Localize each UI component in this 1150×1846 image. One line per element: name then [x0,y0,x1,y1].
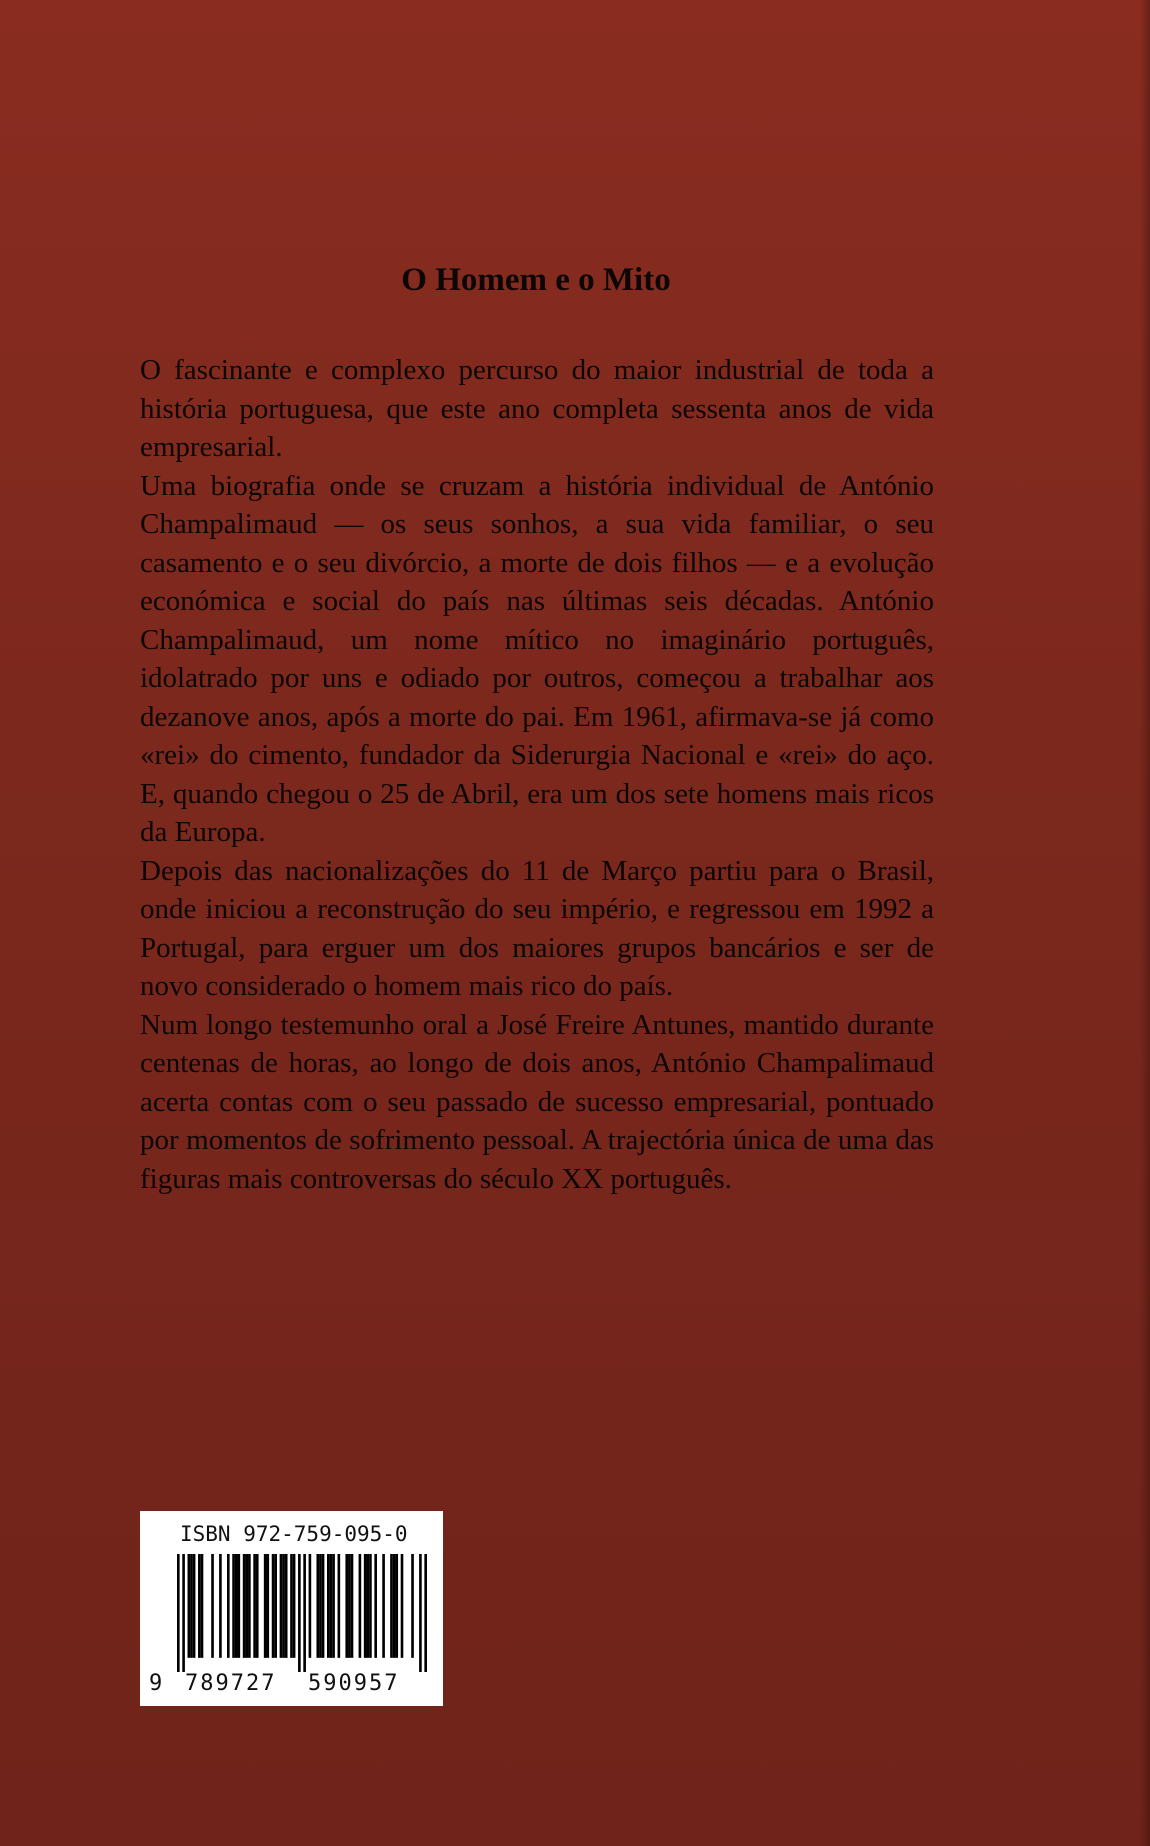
barcode-bar [219,1554,222,1658]
barcode-bar [364,1554,367,1658]
barcode-bar [290,1554,293,1658]
barcode-bar [293,1554,296,1658]
blurb-paragraph-1: O fascinante e complexo percurso do maior industrial de toda a história portuguesa, que este ano completa sessenta anos de vida empresarial. [140,354,934,463]
barcode-bar [232,1554,235,1658]
barcode-bar [316,1554,319,1658]
barcode-bar [227,1554,230,1658]
barcode-guard-bar [419,1554,422,1672]
barcode-bar [330,1554,333,1658]
barcode-bar [253,1554,256,1658]
barcode-bar [322,1554,325,1658]
barcode-bar [369,1554,372,1658]
ean-prefix-digit: 9 [149,1671,163,1696]
blurb-title: O Homem e o Mito [401,262,671,298]
barcode-bar [348,1554,351,1658]
barcode-bar [266,1554,269,1658]
barcode-bar [211,1554,214,1658]
barcode-bar [332,1554,335,1658]
barcode-guard-bar [303,1554,306,1672]
barcode-bar [245,1554,248,1658]
barcode-bar [238,1554,241,1658]
blurb-paragraph-2: Uma biografia onde se cruzam a história individual de António Champalimaud — os seus sonhos, a sua vida familiar, o seu casamento e o seu divórcio, a morte de dois filhos — e a evolução económica e social do país nas últimas seis décadas. António Champalimaud, um nome mítico no imaginário português, idolatrado por uns e odiado por outros, começou a trabalhar aos dezanove anos, após a morte do pai. Em 1961, afirmava-se já como «rei» do cimento, fundador da Siderurgia Nacional e «rei» do aço. E, quando chegou o 25 de Abril, era um dos sete homens mais ricos da Europa. [140,469,934,848]
barcode-bar [256,1554,259,1658]
blurb-paragraph-3: Depois das nacionalizações do 11 de Março partiu para o Brasil, onde iniciou a reconstrução do seu império, e regressou em 1992 a Portugal, para erguer um dos maiores grupos bancários e ser de novo considerado o homem mais rico do país. [140,854,934,1002]
barcode-bar [285,1554,288,1658]
barcode-bar [248,1554,251,1658]
barcode-bar [401,1554,404,1658]
barcode-bar [264,1554,267,1658]
barcode-bar [188,1554,191,1658]
barcode-bar [280,1554,283,1658]
barcode-bar [351,1554,354,1658]
barcode-bar [274,1554,277,1658]
barcode-bar [309,1554,312,1658]
barcode-bar [243,1554,246,1658]
barcode-bar [366,1554,369,1658]
blurb-text [140,351,934,1198]
barcode-guard-bar [177,1554,180,1672]
barcode-bar [327,1554,330,1658]
barcode-bar [390,1554,393,1658]
barcode-bar [359,1554,362,1658]
barcode-bar [272,1554,275,1658]
barcode-bar [319,1554,322,1658]
barcode-bar [345,1554,348,1658]
barcode-bar [338,1554,341,1658]
ean-left-digits: 789727 [185,1671,277,1696]
ean-right-digits: 590957 [308,1671,400,1696]
ean-barcode [177,1554,427,1672]
barcode-guard-bar [298,1554,301,1672]
barcode-label [140,1511,443,1706]
barcode-bar [282,1554,285,1658]
barcode-bar [235,1554,238,1658]
blurb-paragraph-4: Num longo testemunho oral a José Freire Antunes, mantido durante centenas de horas, ao longo de dois anos, António Champalimaud acerta contas com o seu passado de sucesso empresarial, pontuado por momentos de sofrimento pessoal. A trajectória única de uma das figuras mais controversas do século XX português. [140,1008,934,1195]
isbn-text: ISBN 972-759-095-0 [180,1522,408,1546]
barcode-bar [382,1554,385,1658]
barcode-bar [395,1554,398,1658]
barcode-bar [190,1554,193,1658]
barcode-guard-bar [182,1554,185,1672]
barcode-guard-bar [424,1554,427,1672]
barcode-bar [201,1554,204,1658]
barcode-bar [393,1554,396,1658]
cover-edge-shadow [1140,0,1150,1846]
barcode-bar [411,1554,414,1658]
barcode-bar [198,1554,201,1658]
barcode-bar [374,1554,377,1658]
barcode-bar [193,1554,196,1658]
